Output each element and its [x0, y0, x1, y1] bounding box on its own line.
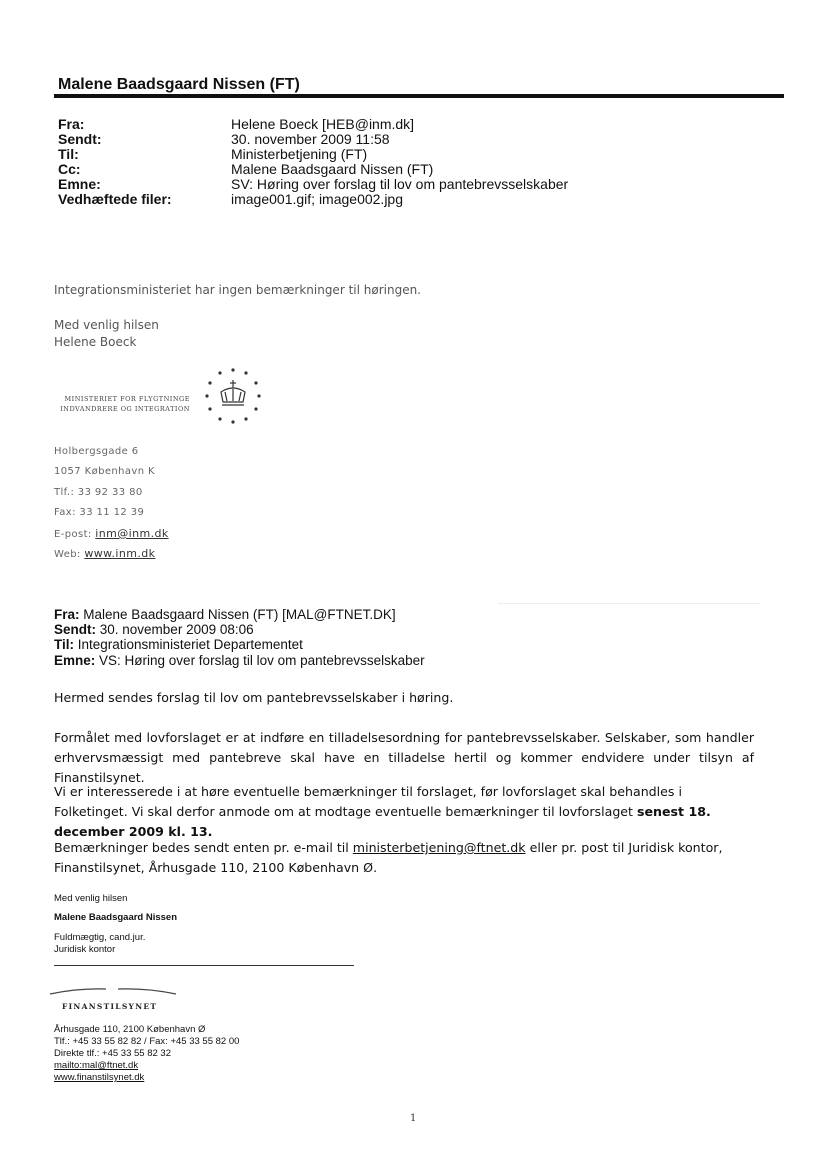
reply-greeting: Med venlig hilsen — [54, 318, 159, 332]
divider-line — [498, 603, 760, 604]
title-rule — [54, 94, 784, 98]
inm-fax: Fax: 33 11 12 39 — [54, 507, 145, 518]
body-paragraph-4: Bemærkninger bedes sendt enten pr. e-mail til ministerbetjening@ftnet.dk eller pr. post til Juridisk kontor, Finanstilsynet, Århusgade 110, 2100 København Ø. — [54, 840, 723, 875]
signature-dept: Juridisk kontor — [54, 944, 116, 955]
inm-web-label: Web: — [54, 549, 85, 560]
header-value-attachments[interactable]: image001.gif; image002.jpg — [231, 191, 404, 207]
forward-sent: Sendt: 30. november 2009 08:06 — [54, 622, 254, 637]
header-label-to: Til: — [58, 146, 79, 162]
signature-name: Malene Baadsgaard Nissen — [54, 912, 178, 923]
reply-text: Integrationsministeriet har ingen bemærkninger til høringen. — [54, 283, 421, 297]
inm-phone: Tlf.: 33 92 33 80 — [54, 487, 143, 498]
signature-title: Fuldmægtig, cand.jur. — [54, 932, 146, 943]
ft-web-link[interactable]: www.finanstilsynet.dk — [54, 1072, 145, 1083]
forward-from: Fra: Malene Baadsgaard Nissen (FT) [MAL@FTNET.DK] — [54, 607, 396, 622]
header-value-from: Helene Boeck [HEB@inm.dk] — [231, 116, 415, 132]
forward-to: Til: Integrationsministeriet Departementet — [54, 637, 303, 652]
inm-web-link[interactable]: www.inm.dk — [84, 547, 156, 560]
header-value-to: Ministerbetjening (FT) — [231, 146, 368, 162]
crown-logo-icon — [198, 364, 268, 428]
ministerbetjening-email-link[interactable]: ministerbetjening@ftnet.dk — [352, 840, 526, 855]
header-label-attachments: Vedhæftede filer: — [58, 191, 172, 207]
header-label-subject: Emne: — [58, 176, 101, 192]
inm-city: 1057 København K — [54, 466, 155, 477]
inm-email-label: E-post: — [54, 529, 96, 540]
body-paragraph-3: Vi er interesserede i at høre eventuelle bemærkninger til forslaget, før lovforslaget skal behandles i Folketinget. Vi skal derfor anmode om at modtage eventuelle bemærkninger til lovforslaget senest 18. december 2009 kl. 13. — [54, 784, 711, 839]
header-label-sent: Sendt: — [58, 131, 102, 147]
inm-street: Holbergsgade 6 — [54, 446, 139, 457]
header-label-from: Fra: — [58, 116, 85, 132]
inm-logo-line2: INDVANDRERE OG INTEGRATION — [60, 405, 190, 413]
document-title: Malene Baadsgaard Nissen (FT) — [58, 76, 300, 93]
inm-logo-line1: MINISTERIET FOR FLYGTNINGE — [64, 395, 190, 403]
body-paragraph-2: Formålet med lovforslaget er at indføre en tilladelsesordning for pantebrevsselskaber. Selskaber, som handler erhvervsmæssigt med pantebreve skal have en tilladelse hertil og kommer endvidere under tilsyn af Finanstilsynet. — [54, 730, 754, 785]
header-value-sent: 30. november 2009 11:58 — [231, 131, 390, 147]
ft-direct-phone: Direkte tlf.: +45 33 55 82 32 — [54, 1048, 171, 1059]
header-value-subject: SV: Høring over forslag til lov om pantebrevsselskaber — [231, 176, 569, 192]
header-label-cc: Cc: — [58, 161, 81, 177]
finanstilsynet-swoosh-icon — [48, 986, 180, 996]
signature-greeting: Med venlig hilsen — [54, 893, 128, 904]
ft-phone-fax: Tlf.: +45 33 55 82 82 / Fax: +45 33 55 82 00 — [54, 1036, 240, 1047]
inm-web-row — [54, 547, 155, 560]
inm-logo-text — [56, 394, 190, 414]
ft-mail-link[interactable]: mailto:mal@ftnet.dk — [54, 1060, 139, 1071]
header-value-cc: Malene Baadsgaard Nissen (FT) — [231, 161, 434, 177]
signature-rule — [54, 965, 354, 966]
reply-name: Helene Boeck — [54, 335, 137, 349]
ft-street: Århusgade 110, 2100 København Ø — [54, 1024, 206, 1035]
body-paragraph-1: Hermed sendes forslag til lov om pantebrevsselskaber i høring. — [54, 690, 454, 705]
inm-email-row — [54, 527, 169, 540]
forward-subject: Emne: VS: Høring over forslag til lov om pantebrevsselskaber — [54, 653, 425, 668]
inm-email-link[interactable]: inm@inm.dk — [95, 527, 169, 540]
page-number: 1 — [410, 1113, 417, 1124]
finanstilsynet-logo-text: FINANSTILSYNET — [62, 1002, 158, 1011]
